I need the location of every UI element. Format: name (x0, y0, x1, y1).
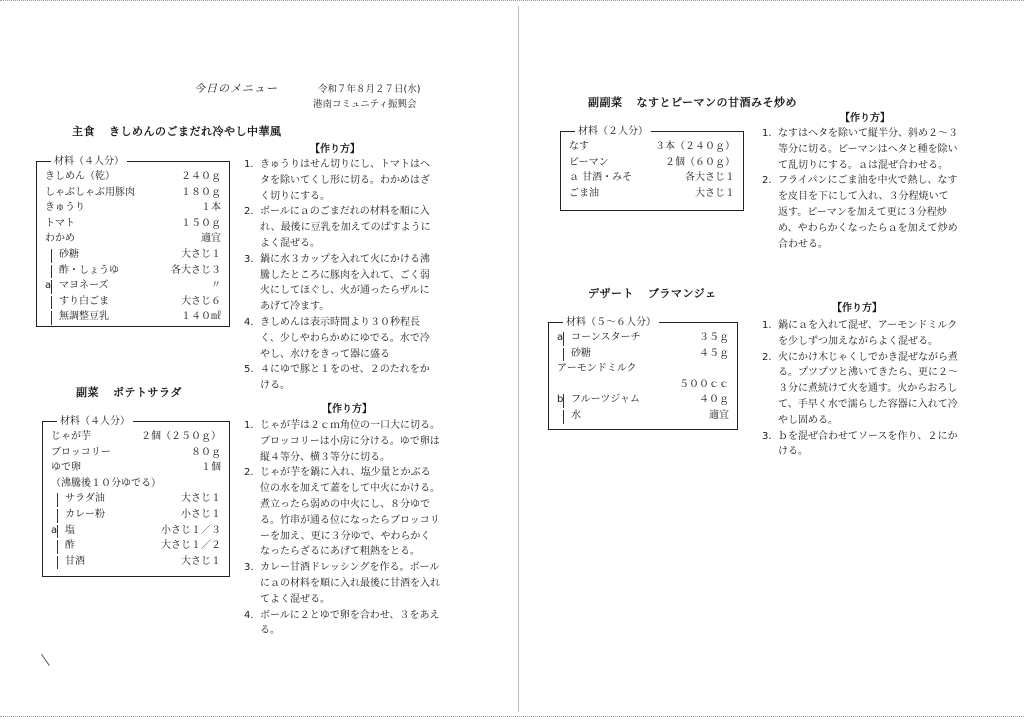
ingredient-name: きゅうり (45, 202, 85, 214)
ingredient-amount: ８０ｇ (191, 446, 221, 458)
ingredient-name: なす (569, 141, 589, 152)
step-item (244, 157, 438, 204)
ingredient-amount: 大さじ１／２ (161, 540, 221, 552)
dessert-label: デザート (588, 287, 634, 300)
ingredient-name: しゃぶしゃぶ用豚肉 (45, 186, 135, 198)
ingredient-amount: 〃 (211, 280, 221, 292)
step-number: 2. (244, 467, 254, 479)
ingredient-amount: 大さじ１ (181, 555, 221, 567)
ingredient-name: わかめ (45, 233, 75, 245)
step-item (244, 362, 438, 394)
step-text: きしめんは表示時間より３０秒程長く、少しやわらかめにゆでる。水で冷やし、水けをきって器に盛る (260, 316, 430, 360)
step-item (762, 173, 958, 252)
ingredient-row (45, 279, 221, 295)
dessert-ingredients-heading: 材料（５～６人分） (563, 316, 659, 329)
main-ingredients-heading: 材料（４人分） (51, 155, 127, 168)
pen-mark (41, 648, 58, 666)
ingredient-name: サラダ油 (65, 493, 105, 505)
ingredient-name: ブロッコリー (51, 446, 111, 458)
ingredient-row (51, 492, 221, 508)
ingredient-amount: ２個（６０ｇ） (665, 156, 735, 168)
ingredient-row (45, 217, 221, 233)
dessert-title (588, 287, 717, 301)
step-text: 鍋にａを入れて混ぜ、アーモンドミルクを少しずつ加えながらよく混ぜる。 (778, 320, 958, 347)
ingredient-amount: １４０㎖ (181, 311, 221, 323)
ingredient-name: 酢・しょうゆ (59, 264, 119, 276)
step-item (244, 252, 438, 315)
step-item (762, 429, 958, 461)
ingredient-row (51, 555, 221, 571)
main-ingredients-list (45, 166, 221, 326)
subside-ingredients-box (560, 126, 744, 211)
main-dish-label: 主食 (72, 125, 95, 138)
ingredient-name: （沸騰後１０分ゆでる） (51, 477, 161, 489)
ingredient-amount: １５０ｇ (181, 217, 221, 229)
ingredient-row (45, 201, 221, 217)
ingredient-amount: 各大さじ１ (685, 172, 735, 184)
step-item (244, 418, 440, 465)
step-text: フライパンにごま油を中火で熱し、なすを皮目を下にして入れ、３分程焼いて返す。ピーマンを加えて更に３分程炒め、やわらかくなったらａを加えて炒め合わせる。 (778, 175, 958, 250)
ingredient-name: アーモンドミルク (557, 363, 637, 375)
subside-ingredients-list (569, 136, 735, 202)
step-number: 2. (244, 206, 254, 218)
ingredient-name: カレー粉 (65, 508, 105, 520)
ingredient-row (569, 140, 735, 156)
ingredient-row (569, 156, 735, 172)
step-text: じゃが芋は２ｃｍ角位の一口大に切る。ブロッコリーは小房に分ける。ゆで卵は縦４等分、横３等分に切る。 (260, 420, 440, 463)
ingredient-name: ごま油 (569, 187, 599, 199)
ingredient-name: 甘酒 (65, 555, 85, 567)
ingredient-amount: ３５ｇ (699, 332, 729, 343)
ingredient-row (557, 362, 729, 378)
step-text: ｂを混ぜ合わせてソースを作り、２にかける。 (778, 430, 958, 458)
ingredient-row (51, 461, 221, 477)
ingredient-row (51, 524, 221, 540)
ingredient-name: マヨネーズ (59, 280, 109, 292)
step-text: ボールにａのごまだれの材料を順に入れ、最後に豆乳を加えてのばすようによく混ぜる。 (260, 206, 431, 249)
ingredient-row (51, 430, 221, 446)
step-number: 4. (244, 609, 254, 621)
ingredient-row (45, 232, 221, 248)
ingredient-amount: 大さじ１ (695, 187, 735, 199)
main-ingredients-box (36, 156, 230, 327)
dessert-ingredients-list (557, 327, 729, 425)
step-item (762, 126, 958, 173)
subside-method-label: 【作り方】 (840, 113, 890, 124)
subside-dish-name: なすとピーマンの甘酒みそ炒め (636, 96, 798, 109)
side-dish-name: ポテトサラダ (113, 386, 182, 399)
group-mark: a (51, 524, 58, 536)
ingredient-row (557, 378, 729, 394)
side-ingredients-list (51, 426, 221, 570)
ingredient-amount: 大さじ６ (181, 295, 221, 307)
main-steps (244, 157, 438, 394)
side-dish-label: 副菜 (76, 386, 99, 399)
ingredient-row (45, 248, 221, 264)
step-item (244, 608, 440, 640)
dessert-method-label: 【作り方】 (832, 303, 882, 314)
ingredient-name: 砂糖 (59, 248, 79, 260)
ingredient-name: ゆで卵 (51, 462, 81, 474)
step-number: 1. (244, 159, 254, 170)
step-item (244, 465, 440, 560)
ingredient-name: 砂糖 (571, 347, 591, 359)
ingredient-name: ピーマン (569, 156, 609, 168)
ingredient-row (569, 171, 735, 187)
side-ingredients-heading: 材料（４人分） (57, 415, 133, 428)
ingredient-row (51, 446, 221, 462)
ingredient-amount: ４５ｇ (699, 347, 729, 359)
ingredient-name: ａ 甘酒・みそ (569, 172, 633, 184)
ingredient-amount: ４０ｇ (699, 394, 729, 406)
ingredient-amount: 各大さじ３ (171, 264, 221, 276)
page-edge-bottom (0, 716, 1024, 717)
step-text: じゃが芋を鍋に入れ、塩少量とかぶる位の水を加えて蓋をして中火にかける。煮立ったら弱めの中火にし、８分ゆでる。竹串が通る位になったらブロッコリーを加え、更に３分ゆで、やわらかくなったらざるにあげて粗熱をとる。 (260, 467, 440, 558)
step-item (762, 318, 958, 350)
subside-dish-label: 副副菜 (588, 96, 623, 109)
ingredient-row (51, 508, 221, 524)
step-item (762, 350, 958, 429)
organization-name: 港南コミュニティ振興会 (313, 99, 417, 110)
step-text: ４にゆで豚と１をのせ、２のたれをかける。 (260, 364, 430, 392)
subside-steps (762, 126, 958, 252)
ingredient-row (557, 331, 729, 347)
side-method-label: 【作り方】 (322, 404, 372, 415)
dessert-name: ブラマンジェ (648, 287, 717, 300)
ingredient-name: 水 (571, 409, 581, 421)
ingredient-row (557, 347, 729, 363)
ingredient-amount: ２個（２５０ｇ） (141, 431, 221, 442)
ingredient-amount: ２４０ｇ (181, 171, 221, 182)
step-text: きゅうりはせん切りにし、トマトはヘタを除いてくし形に切る。わかめはざく切りにする。 (260, 159, 430, 202)
step-text: 火にかけ木じゃくしでかき混ぜながら煮る。プツプツと沸いてきたら、更に２～３分に煮続けて火を通す。火からおろして、手早く水で濡らした容器に入れて冷やし固める。 (778, 351, 958, 426)
dessert-steps (762, 318, 958, 460)
step-item (244, 315, 438, 362)
ingredient-amount: 適宜 (201, 233, 221, 245)
ingredient-amount: 大さじ１ (181, 248, 221, 260)
step-text: ボールに２とゆで卵を合わせ、３をあえる。 (260, 609, 440, 637)
page-spine (518, 6, 519, 712)
ingredient-amount: 適宜 (709, 409, 729, 421)
menu-date: 令和７年８月２７日(水) (318, 84, 421, 95)
step-text: カレー甘酒ドレッシングを作る。ボールにａの材料を順に入れ最後に甘酒を入れてよく混ぜる。 (260, 562, 440, 605)
main-method-label: 【作り方】 (310, 144, 360, 155)
step-number: 2. (762, 351, 772, 363)
ingredient-amount: １本 (201, 202, 221, 214)
step-item (244, 560, 440, 607)
ingredient-row (45, 170, 221, 186)
ingredient-amount: １８０ｇ (181, 186, 221, 198)
step-number: 1. (244, 420, 254, 431)
ingredient-amount: １個 (201, 462, 221, 474)
ingredient-name: トマト (45, 217, 75, 229)
ingredient-amount: 大さじ１ (181, 493, 221, 505)
ingredient-name: きしめん（乾） (45, 171, 115, 182)
ingredient-row (557, 409, 729, 425)
step-text: なすはヘタを除いて縦半分、斜め２～３等分に切る。ピーマンはヘタと種を除いて乱切りにする。ａは混ぜ合わせる。 (778, 128, 958, 171)
ingredient-amount: ５００ｃｃ (679, 378, 729, 390)
ingredient-name: すり白ごま (59, 295, 109, 307)
ingredient-name: じゃが芋 (51, 431, 91, 442)
dessert-ingredients-box (548, 317, 738, 430)
subside-dish-title (588, 96, 797, 110)
side-ingredients-box (42, 416, 230, 577)
page-edge-top (0, 0, 1024, 1)
step-number: 2. (762, 175, 772, 187)
ingredient-name: 無調整豆乳 (59, 311, 109, 323)
group-mark: b (557, 394, 564, 406)
ingredient-name: コーンスターチ (571, 332, 641, 343)
main-dish-title (72, 125, 282, 139)
ingredient-row (51, 477, 221, 493)
ingredient-amount: 小さじ１ (181, 508, 221, 520)
ingredient-row (45, 310, 221, 326)
ingredient-name: 塩 (65, 524, 75, 536)
step-number: 5. (244, 364, 254, 376)
ingredient-row (569, 187, 735, 203)
step-text: 鍋に水３カップを入れて火にかける沸騰したところに豚肉を入れて、ごく弱火にしてほぐし、火が通ったらザルにあげて冷ます。 (260, 253, 430, 313)
ingredient-row (45, 295, 221, 311)
step-item (244, 204, 438, 251)
ingredient-row (45, 186, 221, 202)
ingredient-name: 酢 (65, 540, 75, 552)
ingredient-row (45, 264, 221, 280)
step-number: 1. (762, 320, 772, 331)
group-mark: a (557, 332, 564, 343)
side-steps (244, 418, 440, 639)
step-number: 3. (762, 430, 772, 442)
step-number: 4. (244, 316, 254, 328)
ingredient-amount: ３本（２４０ｇ） (655, 141, 735, 152)
ingredient-row (557, 393, 729, 409)
ingredient-name: フルーツジャム (571, 394, 640, 406)
page-title: 今日のメニュー (194, 82, 278, 95)
step-number: 3. (244, 253, 254, 265)
ingredient-row (51, 539, 221, 555)
side-dish-title (76, 386, 182, 400)
ingredient-amount: 小さじ１／３ (161, 524, 221, 536)
group-mark: a (45, 280, 52, 292)
subside-ingredients-heading: 材料（２人分） (575, 125, 651, 138)
step-number: 3. (244, 562, 254, 574)
main-dish-name: きしめんのごまだれ冷やし中華風 (109, 125, 282, 138)
step-number: 1. (762, 128, 772, 139)
